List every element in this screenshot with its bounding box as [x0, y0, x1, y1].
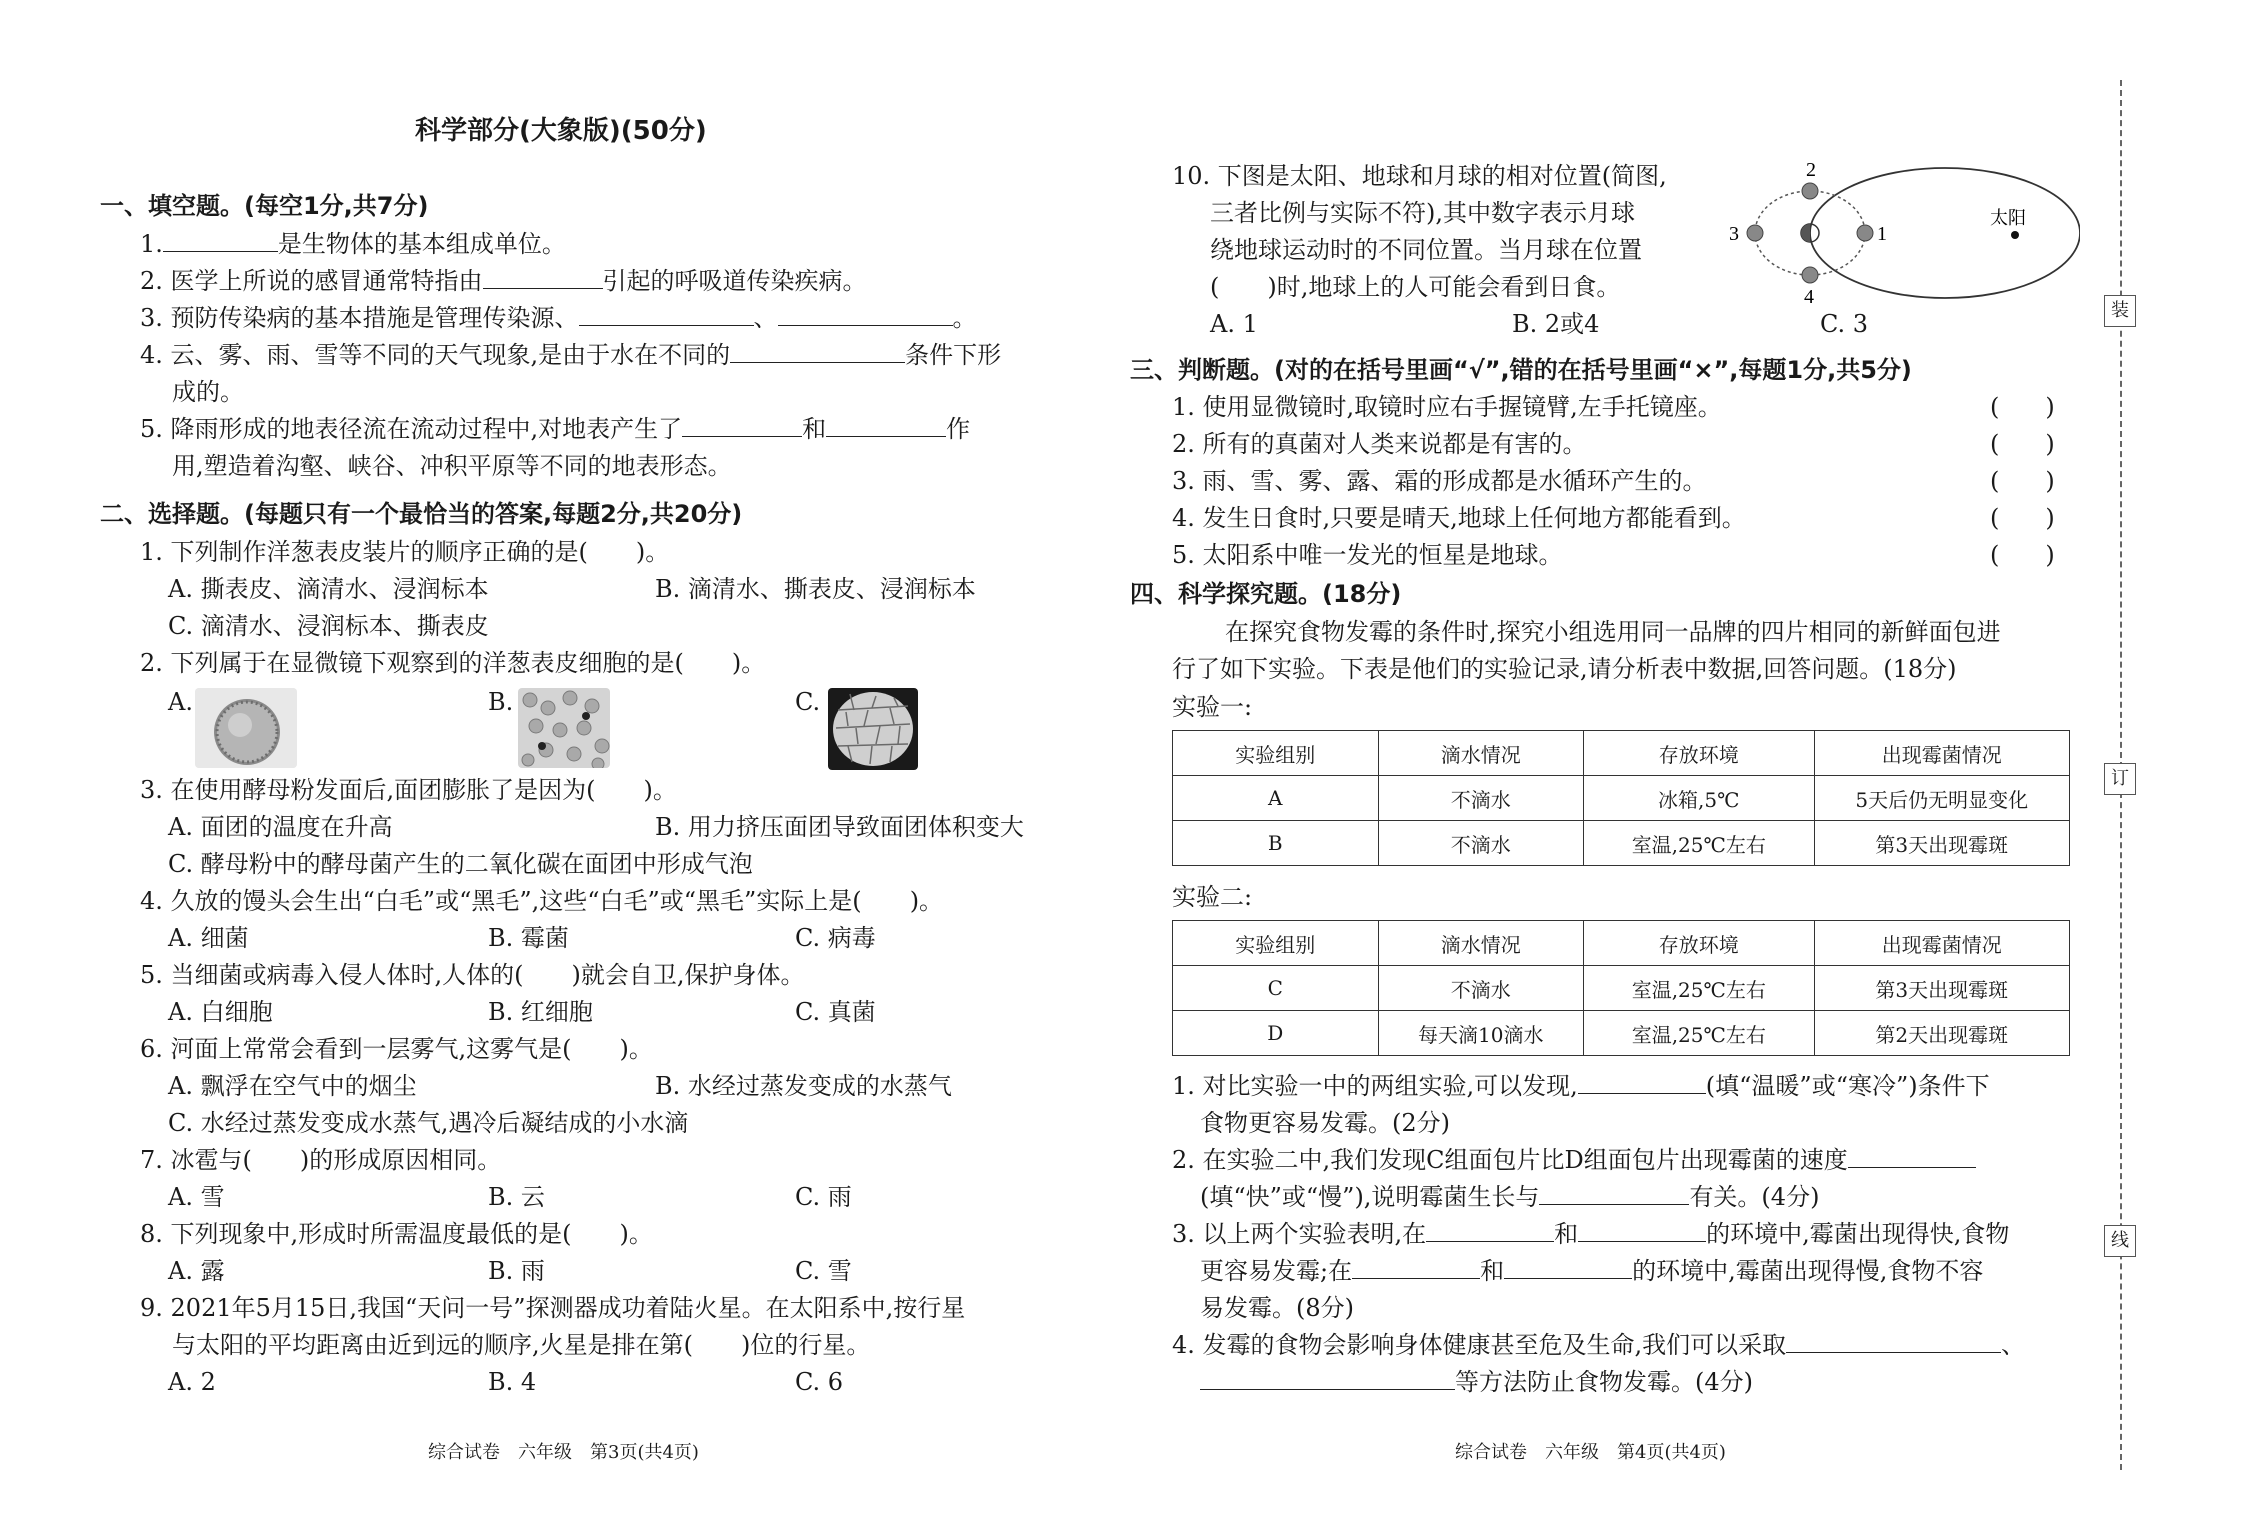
answer-blank[interactable] — [682, 416, 802, 437]
s2-q9-option-a[interactable]: A. 2 — [168, 1368, 216, 1396]
s2-q4-option-a[interactable]: A. 细菌 — [168, 924, 249, 952]
table-cell: 室温,25℃左右 — [1584, 821, 1815, 866]
answer-blank[interactable] — [1786, 1332, 2001, 1353]
experiment1-table — [1172, 730, 2070, 866]
binding-mark: 线 — [2104, 1225, 2136, 1257]
answer-paren[interactable]: ( ) — [1990, 393, 2055, 421]
table-row — [1173, 821, 2070, 866]
table-cell: D — [1173, 1011, 1379, 1056]
sun-earth-moon-diagram — [1720, 158, 2080, 308]
s2-q8-option-b[interactable]: B. 雨 — [488, 1257, 545, 1285]
table-row — [1173, 1011, 2070, 1056]
footer-right: 综合试卷 六年级 第4页(共4页) — [1455, 1442, 1726, 1463]
judge-item: 1. 使用显微镜时,取镜时应右手握镜臂,左手托镜座。 — [1172, 393, 1722, 421]
header-cell: 存放环境 — [1584, 921, 1815, 966]
answer-blank[interactable] — [778, 305, 953, 326]
micro-image-b — [518, 688, 610, 768]
answer-paren[interactable]: ( ) — [1990, 467, 2055, 495]
header-cell: 滴水情况 — [1378, 921, 1584, 966]
answer-paren[interactable]: ( ) — [1990, 541, 2055, 569]
s2-q2-option-b[interactable]: B. — [488, 688, 514, 716]
s2-q1-option-c[interactable]: C. 滴清水、浸润标本、撕表皮 — [168, 612, 489, 640]
footer-left: 综合试卷 六年级 第3页(共4页) — [428, 1442, 699, 1463]
header-cell: 滴水情况 — [1378, 731, 1584, 776]
header-cell: 存放环境 — [1584, 731, 1815, 776]
s2-q8-option-a[interactable]: A. 露 — [168, 1257, 225, 1285]
s2-q5-option-c[interactable]: C. 真菌 — [795, 998, 876, 1026]
label-2: 2 — [1806, 159, 1816, 181]
answer-paren[interactable]: ( ) — [1990, 504, 2055, 532]
answer-blank[interactable] — [483, 268, 603, 289]
s2-q4-option-b[interactable]: B. 霉菌 — [488, 924, 569, 952]
s4-q3: 3. 以上两个实验表明,在 和 的环境中,霉菌出现得快,食物 — [1172, 1220, 2010, 1248]
s1-q5-line2: 用,塑造着沟壑、峡谷、冲积平原等不同的地表形态。 — [172, 452, 732, 480]
table-cell: 不滴水 — [1378, 776, 1584, 821]
table-cell: C — [1173, 966, 1379, 1011]
table-cell: 冰箱,5℃ — [1584, 776, 1815, 821]
s4-q3-line3: 易发霉。(8分) — [1200, 1294, 1354, 1322]
answer-blank[interactable] — [1426, 1221, 1554, 1242]
q10-line3: 绕地球运动时的不同位置。当月球在位置 — [1210, 236, 1642, 264]
label-1: 1 — [1877, 223, 1887, 245]
s1-q5: 5. 降雨形成的地表径流在流动过程中,对地表产生了 和 作 — [140, 415, 971, 443]
header-cell: 出现霉菌情况 — [1814, 921, 2069, 966]
section2-heading: 二、选择题。(每题只有一个最恰当的答案,每题2分,共20分) — [100, 500, 743, 528]
q10-option-a[interactable]: A. 1 — [1210, 310, 1258, 338]
moon-position-2 — [1802, 183, 1818, 199]
s2-q7-option-a[interactable]: A. 雪 — [168, 1183, 225, 1211]
s4-q2-line2: (填“快”或“慢”),说明霉菌生长与 有关。(4分) — [1200, 1183, 1820, 1211]
answer-blank[interactable] — [1578, 1221, 1706, 1242]
s4-q1: 1. 对比实验一中的两组实验,可以发现, (填“温暖”或“寒冷”)条件下 — [1172, 1072, 1990, 1100]
micro-image-c — [828, 688, 918, 770]
s1-q2: 2. 医学上所说的感冒通常特指由 引起的呼吸道传染疾病。 — [140, 267, 867, 295]
s2-q8-stem: 8. 下列现象中,形成时所需温度最低的是( )。 — [140, 1220, 653, 1248]
experiment2-table — [1172, 920, 2070, 1056]
answer-blank[interactable] — [1504, 1258, 1632, 1279]
answer-paren[interactable]: ( ) — [1990, 430, 2055, 458]
s2-q4-stem: 4. 久放的馒头会生出“白毛”或“黑毛”,这些“白毛”或“黑毛”实际上是( )。 — [140, 887, 944, 915]
binding-mark: 订 — [2104, 763, 2136, 795]
s2-q7-option-b[interactable]: B. 云 — [488, 1183, 545, 1211]
label-sun: 太阳 — [1990, 208, 2026, 229]
s2-q6-option-c[interactable]: C. 水经过蒸发变成水蒸气,遇冷后凝结成的小水滴 — [168, 1109, 689, 1137]
exp2-label: 实验二: — [1172, 883, 1253, 911]
s2-q3-option-c[interactable]: C. 酵母粉中的酵母菌产生的二氧化碳在面团中形成气泡 — [168, 850, 753, 878]
q10-line1: 10. 下图是太阳、地球和月球的相对位置(简图, — [1172, 162, 1667, 190]
q10-option-c[interactable]: C. 3 — [1820, 310, 1869, 338]
answer-blank[interactable] — [1848, 1147, 1976, 1168]
section1-heading: 一、填空题。(每空1分,共7分) — [100, 192, 429, 220]
q10-line4: ( )时,地球上的人可能会看到日食。 — [1210, 273, 1621, 301]
s2-q9-option-c[interactable]: C. 6 — [795, 1368, 844, 1396]
answer-blank[interactable] — [730, 342, 905, 363]
exp1-label: 实验一: — [1172, 693, 1253, 721]
s2-q2-stem: 2. 下列属于在显微镜下观察到的洋葱表皮细胞的是( )。 — [140, 649, 766, 677]
s2-q1-option-b[interactable]: B. 滴清水、撕表皮、浸润标本 — [655, 575, 976, 603]
s4-q3-line2: 更容易发霉;在 和 的环境中,霉菌出现得慢,食物不容 — [1200, 1257, 1984, 1285]
s4-intro-line1: 在探究食物发霉的条件时,探究小组选用同一品牌的四片相同的新鲜面包进 — [1225, 618, 2001, 646]
section4-heading: 四、科学探究题。(18分) — [1130, 580, 1402, 608]
label-3: 3 — [1729, 223, 1739, 245]
answer-blank[interactable] — [1200, 1369, 1455, 1390]
s4-q1-line2: 食物更容易发霉。(2分) — [1200, 1109, 1450, 1137]
s1-q4: 4. 云、雾、雨、雪等不同的天气现象,是由于水在不同的 条件下形 — [140, 341, 1002, 369]
table-cell: B — [1173, 821, 1379, 866]
table-cell: 每天滴10滴水 — [1378, 1011, 1584, 1056]
answer-blank[interactable] — [1352, 1258, 1480, 1279]
s2-q5-option-b[interactable]: B. 红细胞 — [488, 998, 593, 1026]
s2-q2-option-a[interactable]: A. — [168, 688, 193, 716]
answer-blank[interactable] — [579, 305, 754, 326]
s1-q1: 1. 是生物体的基本组成单位。 — [140, 230, 566, 258]
table-cell: 5天后仍无明显变化 — [1814, 776, 2069, 821]
s2-q1-option-a[interactable]: A. 撕表皮、滴清水、浸润标本 — [168, 575, 489, 603]
s2-q5-option-a[interactable]: A. 白细胞 — [168, 998, 273, 1026]
s2-q5-stem: 5. 当细菌或病毒入侵人体时,人体的( )就会自卫,保护身体。 — [140, 961, 805, 989]
moon-position-4 — [1802, 267, 1818, 283]
table-cell: 第3天出现霉斑 — [1814, 966, 2069, 1011]
moon-position-3 — [1747, 225, 1763, 241]
table-cell: 室温,25℃左右 — [1584, 1011, 1815, 1056]
s4-q4-line2: 等方法防止食物发霉。(4分) — [1200, 1368, 1753, 1396]
label-4: 4 — [1804, 286, 1814, 308]
s1-q4-line2: 成的。 — [172, 378, 244, 406]
judge-item: 4. 发生日食时,只要是晴天,地球上任何地方都能看到。 — [1172, 504, 1746, 532]
moon-position-1 — [1857, 225, 1873, 241]
judge-item: 3. 雨、雪、雾、露、霜的形成都是水循环产生的。 — [1172, 467, 1707, 495]
s2-q3-option-b[interactable]: B. 用力挤压面团导致面团体积变大 — [655, 813, 1024, 841]
earth-orbit — [1810, 168, 2080, 298]
s2-q4-option-c[interactable]: C. 病毒 — [795, 924, 876, 952]
s2-q9-line2: 与太阳的平均距离由近到远的顺序,火星是排在第( )位的行星。 — [172, 1331, 871, 1359]
header-cell: 出现霉菌情况 — [1814, 731, 2069, 776]
s2-q7-stem: 7. 冰雹与( )的形成原因相同。 — [140, 1146, 502, 1174]
s4-q4: 4. 发霉的食物会影响身体健康甚至危及生命,我们可以采取 、 — [1172, 1331, 2026, 1359]
s2-q7-option-c[interactable]: C. 雨 — [795, 1183, 852, 1211]
binding-mark: 装 — [2104, 295, 2136, 327]
table-cell: 不滴水 — [1378, 966, 1584, 1011]
s2-q2-option-c[interactable]: C. — [795, 688, 821, 716]
table-row — [1173, 966, 2070, 1011]
section3-heading: 三、判断题。(对的在括号里画“√”,错的在括号里画“×”,每题1分,共5分) — [1130, 356, 1912, 384]
q10-option-b[interactable]: B. 2或4 — [1512, 310, 1600, 338]
s1-q3: 3. 预防传染病的基本措施是管理传染源、 、 。 — [140, 304, 977, 332]
s2-q6-stem: 6. 河面上常常会看到一层雾气,这雾气是( )。 — [140, 1035, 653, 1063]
table-header-row — [1173, 731, 2070, 776]
answer-blank[interactable] — [826, 416, 946, 437]
s2-q8-option-c[interactable]: C. 雪 — [795, 1257, 852, 1285]
s2-q9-line1: 9. 2021年5月15日,我国“天问一号”探测器成功着陆火星。在太阳系中,按行星 — [140, 1294, 966, 1322]
table-cell: 室温,25℃左右 — [1584, 966, 1815, 1011]
header-cell: 实验组别 — [1173, 921, 1379, 966]
answer-blank[interactable] — [1539, 1184, 1689, 1205]
answer-blank[interactable] — [163, 231, 278, 252]
s2-q3-stem: 3. 在使用酵母粉发面后,面团膨胀了是因为( )。 — [140, 776, 677, 804]
table-cell: 第3天出现霉斑 — [1814, 821, 2069, 866]
table-cell: 不滴水 — [1378, 821, 1584, 866]
s2-q6-option-a[interactable]: A. 飘浮在空气中的烟尘 — [168, 1072, 417, 1100]
micro-image-a — [195, 688, 297, 768]
table-header-row — [1173, 921, 2070, 966]
s2-q6-option-b[interactable]: B. 水经过蒸发变成的水蒸气 — [655, 1072, 952, 1100]
s2-q9-option-b[interactable]: B. 4 — [488, 1368, 537, 1396]
page-title-left: 科学部分(大象版)(50分) — [415, 116, 707, 146]
s4-intro-line2: 行了如下实验。下表是他们的实验记录,请分析表中数据,回答问题。(18分) — [1172, 655, 1957, 683]
table-cell: A — [1173, 776, 1379, 821]
judge-item: 5. 太阳系中唯一发光的恒星是地球。 — [1172, 541, 1563, 569]
table-row — [1173, 776, 2070, 821]
s2-q1-stem: 1. 下列制作洋葱表皮装片的顺序正确的是( )。 — [140, 538, 670, 566]
answer-blank[interactable] — [1578, 1073, 1706, 1094]
sun-icon — [2011, 231, 2019, 239]
q10-line2: 三者比例与实际不符),其中数字表示月球 — [1210, 199, 1635, 227]
table-cell: 第2天出现霉斑 — [1814, 1011, 2069, 1056]
s2-q3-option-a[interactable]: A. 面团的温度在升高 — [168, 813, 393, 841]
header-cell: 实验组别 — [1173, 731, 1379, 776]
s4-q2: 2. 在实验二中,我们发现C组面包片比D组面包片出现霉菌的速度 — [1172, 1146, 1976, 1174]
judge-item: 2. 所有的真菌对人类来说都是有害的。 — [1172, 430, 1587, 458]
